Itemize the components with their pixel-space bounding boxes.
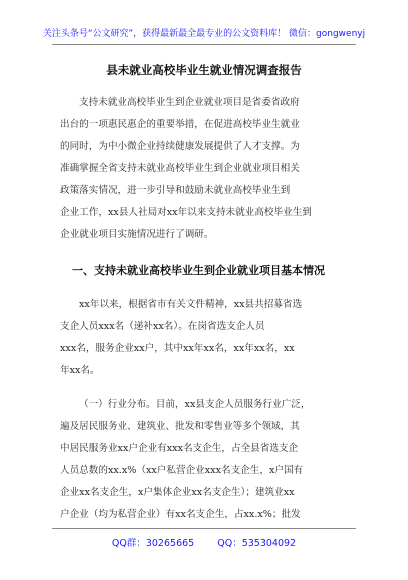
text-line: 企业xx名支企生，x户集体企业xx名支企生）；建筑业xx — [60, 487, 295, 498]
text-line: 户企业（均为私营企业）有xx名支企生，占xx.x%；批发 — [60, 509, 301, 520]
text-line: 企业就业项目实施情况进行了调研。 — [60, 229, 214, 240]
text-line: 准确掌握全省支持未就业高校毕业生到企业就业项目相关 — [60, 163, 300, 174]
text-line: （一）行业分布。目前，xx县支企人员服务行业广泛， — [79, 399, 311, 410]
text-line: 企业工作，xx县人社局对xx年以来支持未就业高校毕业生到 — [60, 207, 312, 218]
qq-group-number: QQ群：30265665 — [111, 538, 195, 549]
section-heading: 一、支持未就业高校毕业生到企业就业项目基本情况 — [72, 264, 325, 277]
paragraph-recruitment — [60, 294, 350, 382]
text-line: 中居民服务业xx户企业有xxx名支企生，占全县省选支企 — [60, 443, 299, 454]
text-line: 出台的一项惠民惠企的重要举措，在促进高校毕业生就业 — [60, 119, 300, 130]
text-line: 支企人员xxx名（递补xx名）。在岗省选支企人员 — [60, 321, 265, 332]
text-line: 支持未就业高校毕业生到企业就业项目是省委省政府 — [79, 97, 300, 108]
intro-paragraph — [60, 92, 350, 246]
text-line: 遍及居民服务业、建筑业、批发和零售业等多个领域，其 — [60, 421, 300, 432]
document-title: 县未就业高校毕业生就业情况调查报告 — [106, 63, 302, 77]
text-line: 人员总数的xx.x%（xx户私营企业xxx名支企生，x户国有 — [60, 465, 304, 476]
qq-number: QQ：535304092 — [217, 538, 297, 549]
footer-contact — [0, 535, 408, 549]
text-line: 的同时，为中小微企业持续健康发展提供了人才支撑。为 — [60, 141, 300, 152]
text-line: xx年以来，根据省市有关文件精神，xx县共招募省选 — [79, 299, 303, 310]
text-line: xxx名，服务企业xx户，其中xx年xx名，xx年xx名，xx — [60, 343, 295, 354]
header-divider — [52, 44, 356, 45]
footer-divider — [52, 528, 356, 529]
text-line: 政策落实情况，进一步引导和鼓励未就业高校毕业生到 — [60, 185, 291, 196]
text-line: 年xx名。 — [60, 365, 100, 376]
header-notice: 关注头条号“公文研究”，获得最新最全最专业的公文资料库！ 微信：gongwenyj — [42, 29, 366, 39]
paragraph-industry — [60, 394, 350, 526]
